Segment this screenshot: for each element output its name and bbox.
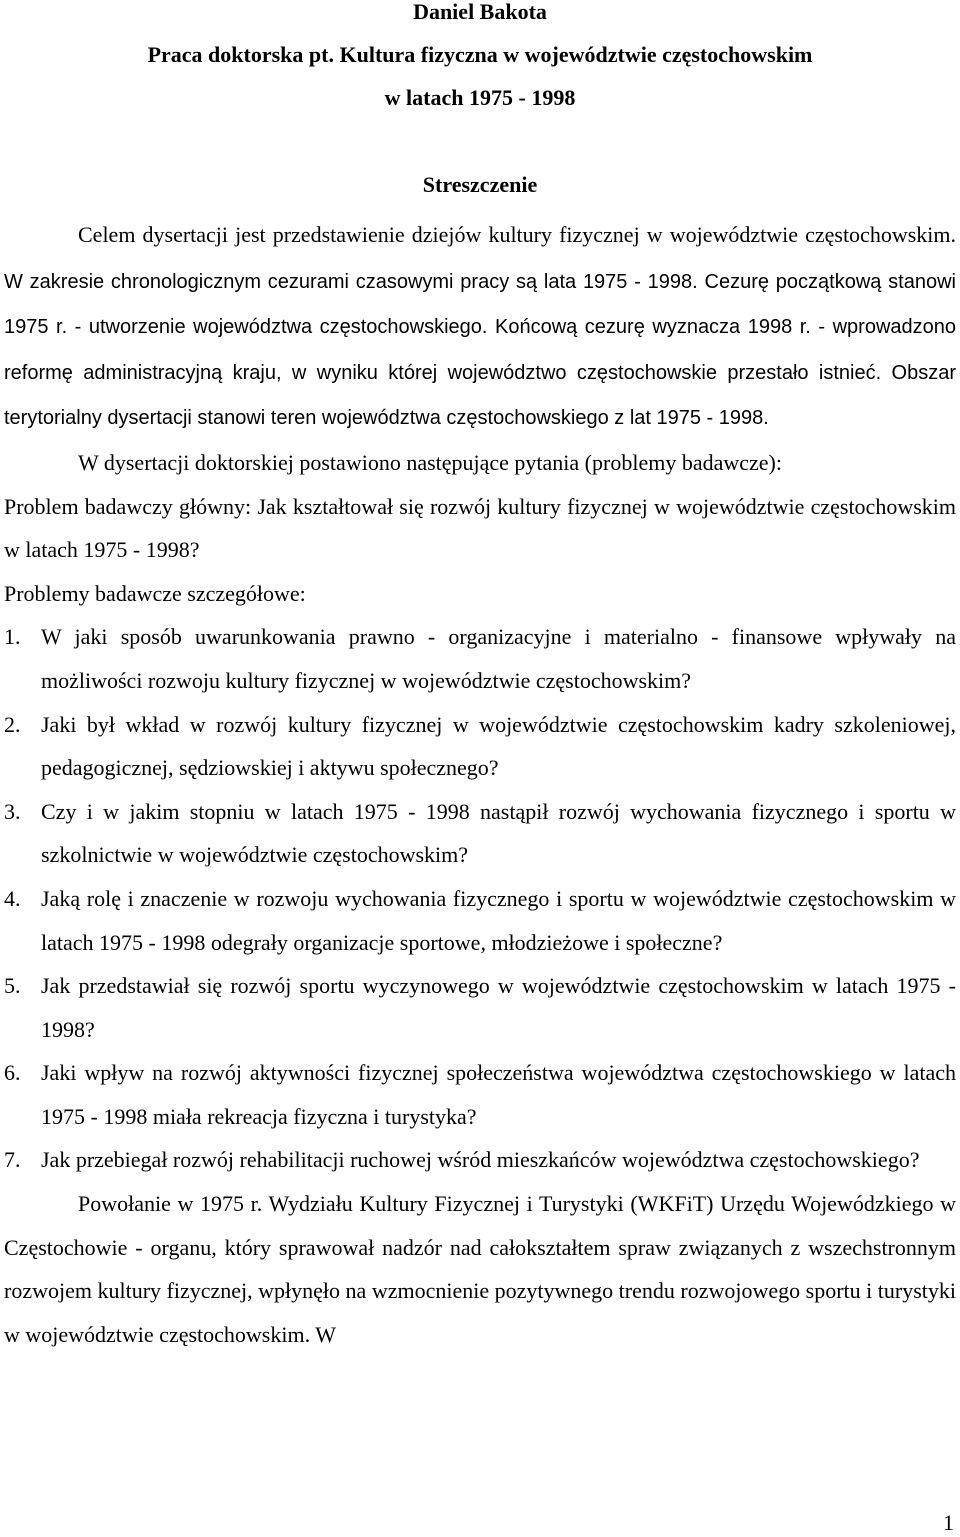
question-text: Jaką rolę i znaczenie w rozwoju wychowania fizycznego i sportu w województwie częstochowskim w latach 1975 - 1998 odegrały organizacje sportowe, młodzieżowe i społeczne? [41, 885, 956, 955]
list-item [4, 1138, 956, 1182]
detailed-problems-label: Problemy badawcze szczegółowe: [4, 580, 306, 606]
author-name: Daniel Bakota [413, 0, 547, 24]
question-number: 6. [4, 1060, 21, 1086]
section-heading: Streszczenie [422, 172, 538, 197]
list-item [4, 790, 956, 877]
question-text: Jak przebiegał rozwój rehabilitacji ruchowej wśród mieszkańców województwa częstochowskiego? [41, 1147, 920, 1173]
question-text: Jaki był wkład w rozwój kultury fizycznej w województwie częstochowskim kadry szkoleniowej, pedagogicznej, sędziowskiej i aktywu społecznego? [41, 711, 956, 781]
title-block [0, 0, 960, 129]
research-questions-list [4, 615, 956, 1182]
thesis-title-line-1: Praca doktorska pt. Kultura fizyczna w województwie częstochowskim [147, 42, 813, 67]
abstract-body [4, 213, 956, 1356]
abstract-paragraph-2: W dysertacji doktorskiej postawiono następujące pytania (problemy badawcze): [78, 449, 782, 475]
question-text: Jak przedstawiał się rozwój sportu wyczynowego w województwie częstochowskim w latach 1975 - 1998? [41, 973, 956, 1042]
list-item [4, 964, 956, 1051]
list-item [4, 1051, 956, 1138]
thesis-title-line-2: w latach 1975 - 1998 [384, 85, 576, 110]
abstract-paragraph-1-sans: W zakresie chronologicznym cezurami czasowymi pracy są lata 1975 - 1998. Cezurę początkową stanowi 1975 r. - utworzenie województwa częstochowskiego. Końcową cezurę wyznacza 1998 r. - wprowadzono reformę administracyjną kraju, w wyniku której województwo częstochowskie przestało istnieć. Obszar terytorialny dysertacji stanowi teren województwa częstochowskiego z lat 1975 - 1998. [4, 270, 956, 430]
question-number: 3. [4, 798, 21, 824]
closing-paragraph: Powołanie w 1975 r. Wydziału Kultury Fizycznej i Turystyki (WKFiT) Urzędu Wojewódzkiego w Częstochowie - organu, który sprawował nadzór nad całokształtem spraw związanych z wszechstronnym rozwojem kultury fizycznej, wpłynęło na wzmocnienie pozytywnego trendu rozwojowego sportu i turystyki w województwie częstochowskim. W [4, 1191, 956, 1347]
question-number: 2. [4, 711, 21, 737]
question-number: 5. [4, 973, 21, 999]
main-research-problem: Problem badawczy główny: Jak kształtował się rozwój kultury fizycznej w województwie częstochowskim w latach 1975 - 1998? [4, 493, 956, 563]
list-item [4, 615, 956, 702]
abstract-paragraph-1 [4, 213, 956, 441]
list-item [4, 877, 956, 964]
abstract-paragraph-1-serif: Celem dysertacji jest przedstawienie dziejów kultury fizycznej w województwie częstochowskim. [78, 222, 956, 247]
question-text: W jaki sposób uwarunkowania prawno - organizacyjne i materialno - finansowe wpływały na możliwości rozwoju kultury fizycznej w województwie częstochowskim? [41, 624, 956, 693]
question-text: Jaki wpływ na rozwój aktywności fizycznej społeczeństwa województwa częstochowskiego w latach 1975 - 1998 miała rekreacja fizyczna i turystyka? [41, 1060, 956, 1129]
question-text: Czy i w jakim stopniu w latach 1975 - 1998 nastąpił rozwój wychowania fizycznego i sportu w szkolnictwie w województwie częstochowskim? [41, 798, 956, 868]
question-number: 4. [4, 885, 21, 911]
question-number: 1. [4, 624, 21, 650]
list-item [4, 703, 956, 790]
question-number: 7. [4, 1147, 21, 1173]
page-number: 1 [943, 1510, 954, 1535]
